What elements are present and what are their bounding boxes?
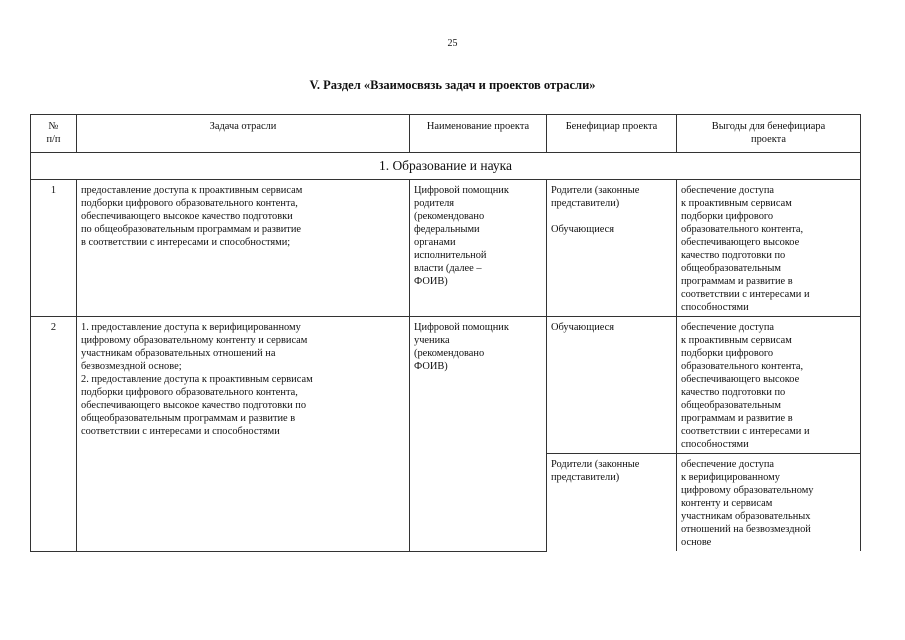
table-row (31, 180, 861, 317)
text-line: способностями (681, 439, 749, 450)
row-number: 1 (31, 180, 77, 317)
beneficiary-cell (547, 454, 677, 552)
group-row (31, 153, 861, 180)
project-cell (410, 317, 547, 552)
benefits-cell (677, 317, 861, 454)
table-header-row (31, 115, 861, 153)
text-line: обеспечивающего высокое качество подготовки (81, 211, 293, 222)
text-line: подборки цифрового (681, 211, 774, 222)
text-line: федеральными (414, 224, 480, 235)
task-cell (77, 180, 410, 317)
text-line: качество подготовки по (681, 250, 786, 261)
beneficiary-parents (551, 184, 672, 210)
table-row (31, 317, 861, 454)
page-number: 25 (447, 38, 458, 49)
text-line: участникам образовательных отношений на (81, 348, 276, 359)
text-line: образовательного контента, (681, 224, 804, 235)
text-line: Наименование проекта (426, 121, 530, 132)
text-line: обеспечивающего высокое (681, 237, 800, 248)
text-line: цифровому образовательному (681, 485, 814, 496)
text-line: Задача отрасли (209, 121, 277, 132)
header-number (31, 115, 77, 153)
task-project-table (30, 114, 861, 552)
text-line: органами (414, 237, 456, 248)
text-line: обеспечение доступа (681, 185, 775, 196)
text-line: Цифровой помощник (414, 185, 509, 196)
text-line: по общеобразовательным программам и развитие (81, 224, 302, 235)
text-line: программам и развитие в (681, 413, 793, 424)
text-line: общеобразовательным программам и развитие в (81, 413, 296, 424)
text-line: соответствии с интересами и (681, 426, 810, 437)
text-line: качество подготовки по (681, 387, 786, 398)
text-line: программам и развитие в (681, 276, 793, 287)
beneficiary-students (551, 223, 672, 236)
text-line: к проактивным сервисам (681, 198, 792, 209)
text-line: исполнительной (414, 250, 487, 261)
text-line: обеспечивающего высокое качество подготовки по (81, 400, 307, 411)
text-line: образовательного контента, (681, 361, 804, 372)
text-line: цифровому образовательному контенту и сервисам (81, 335, 308, 346)
text-line: Родители (законные (551, 185, 640, 196)
text-line: родителя (414, 198, 455, 209)
text-line: подборки цифрового образовательного контента, (81, 387, 298, 398)
text-line: к верифицированному (681, 472, 780, 483)
text-line: ученика (414, 335, 450, 346)
text-line: отношений на безвозмездной (681, 524, 811, 535)
text-line: контенту и сервисам (681, 498, 773, 509)
text-line: ФОИВ) (414, 276, 448, 287)
text-line: общеобразовательным (681, 400, 781, 411)
header-project (410, 115, 547, 153)
text-line: № (48, 121, 59, 132)
text-line: безвозмездной основе; (81, 361, 182, 372)
header-beneficiary (547, 115, 677, 153)
text-line: проекта (751, 134, 786, 145)
beneficiary-cell (547, 180, 677, 317)
text-line: Родители (законные (551, 459, 640, 470)
section-title: V. Раздел «Взаимосвязь задач и проектов отрасли» (309, 78, 596, 92)
header-task (77, 115, 410, 153)
group-title: 1. Образование и наука (31, 153, 861, 180)
text-line: Цифровой помощник (414, 322, 509, 333)
benefits-cell (677, 180, 861, 317)
text-line: соответствии с интересами и (681, 289, 810, 300)
text-line: (рекомендовано (414, 211, 485, 222)
text-line: представители) (551, 472, 620, 483)
project-cell (410, 180, 547, 317)
text-line: к проактивным сервисам (681, 335, 792, 346)
text-line: власти (далее – (414, 263, 482, 274)
text-line: Выгоды для бенефициара (711, 121, 826, 132)
text-line: обеспечивающего высокое (681, 374, 800, 385)
header-benefits (677, 115, 861, 153)
text-line: Обучающиеся (551, 224, 615, 235)
text-line: ФОИВ) (414, 361, 448, 372)
text-line: способностями (681, 302, 749, 313)
text-line: подборки цифрового образовательного контента, (81, 198, 298, 209)
text-line: в соответствии с интересами и способностями; (81, 237, 291, 248)
text-line: участникам образовательных (681, 511, 811, 522)
task-cell (77, 317, 410, 552)
row-number: 2 (31, 317, 77, 552)
text-line: 1. предоставление доступа к верифицированному (81, 322, 301, 333)
text-line: обеспечение доступа (681, 459, 775, 470)
text-line: 2. предоставление доступа к проактивным сервисам (81, 374, 313, 385)
text-line: п/п (46, 134, 61, 145)
text-line: представители) (551, 198, 620, 209)
beneficiary-cell (547, 317, 677, 454)
text-line: обеспечение доступа (681, 322, 775, 333)
text-line: предоставление доступа к проактивным сервисам (81, 185, 303, 196)
text-line: Бенефициар проекта (565, 121, 658, 132)
text-line: основе (681, 537, 712, 548)
text-line: Обучающиеся (551, 322, 615, 333)
benefits-cell (677, 454, 861, 552)
text-line: общеобразовательным (681, 263, 781, 274)
text-line: соответствии с интересами и способностями (81, 426, 280, 437)
text-line: (рекомендовано (414, 348, 485, 359)
text-line: подборки цифрового (681, 348, 774, 359)
